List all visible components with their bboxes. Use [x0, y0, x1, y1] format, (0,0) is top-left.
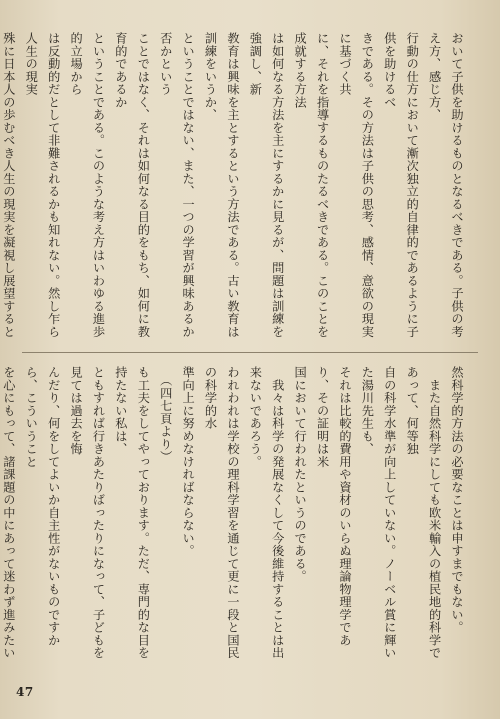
lower-line: それは比較的費用や資材のいらぬ理論物理学であり、その証明は米 [315, 366, 352, 647]
upper-line: おいて子供を助けるものとなるべきである。子供の考え方、感じ方、 [427, 32, 464, 338]
upper-line: ということではない、また、一つの学習が興味あるか否かという [158, 32, 196, 338]
lower-line: われわれは学校の理科学習を通じて更に一段と国民の科学的水 [203, 366, 240, 660]
lower-text-block [1, 366, 468, 666]
lower-line: んだり、何をしてよいか自主性がないものですから、こういうこと [24, 366, 61, 647]
upper-line: ことではなく、それは如何なる目的をもち、如何に教育的であるか [113, 32, 151, 338]
lower-line: 国において行われたというのである。 [293, 366, 308, 583]
lower-line: 自の科学水準が向上していない。ノーベル賞に輝いた湯川先生も、 [360, 366, 397, 660]
upper-line: は如何なる方法を主にするかに見るが、問題は訓練を強調し、新 [248, 32, 285, 338]
lower-line: も工夫をしてやっております。ただ、専門的な目を持たない私は、 [113, 366, 151, 660]
page-number: 47 [16, 685, 34, 699]
upper-line: ということである。このような考え方はいわゆる進歩的立場から [69, 32, 106, 338]
lower-line: を心にもって、諸課題の中にあって迷わず進みたい [1, 366, 16, 660]
upper-line: 行動の仕方において漸次独立的自律的であるように子供を助けるべ [382, 32, 420, 338]
lower-line: 我々は科学の発展なくして今後維持することは出来ないであろう。 [248, 366, 285, 660]
upper-line: は反動的だとして非難されるかも知れない。然し乍ら人生の現実 [24, 32, 61, 338]
upper-text-block [1, 32, 468, 344]
upper-line: に、それを指導するものたるべきである。このことを成就する方法 [293, 32, 330, 338]
lower-line: 準向上に努めなければならない。 [181, 366, 196, 558]
lower-line: ともすれば行きあたりばったりになって、子どもを見ては過去を悔 [69, 366, 106, 660]
section-divider [22, 352, 478, 353]
continuation-note: （四七頁より） [158, 374, 173, 464]
upper-line: 殊に日本人の歩むべき人生の現実を凝視し展望すると [1, 32, 16, 338]
lower-line: 然科学的方法の必要なことは申すまでもない。 [450, 366, 464, 634]
upper-line: 教育は興味を主とするという方法である。古い教育は訓練をいうか、 [203, 32, 240, 338]
lower-line: また自然科学にしても欧米輸入の植民地的科学であって、何等独 [405, 366, 442, 660]
upper-line: きである。その方法は子供の思考、感情、意欲の現実に基づく共 [337, 32, 375, 338]
